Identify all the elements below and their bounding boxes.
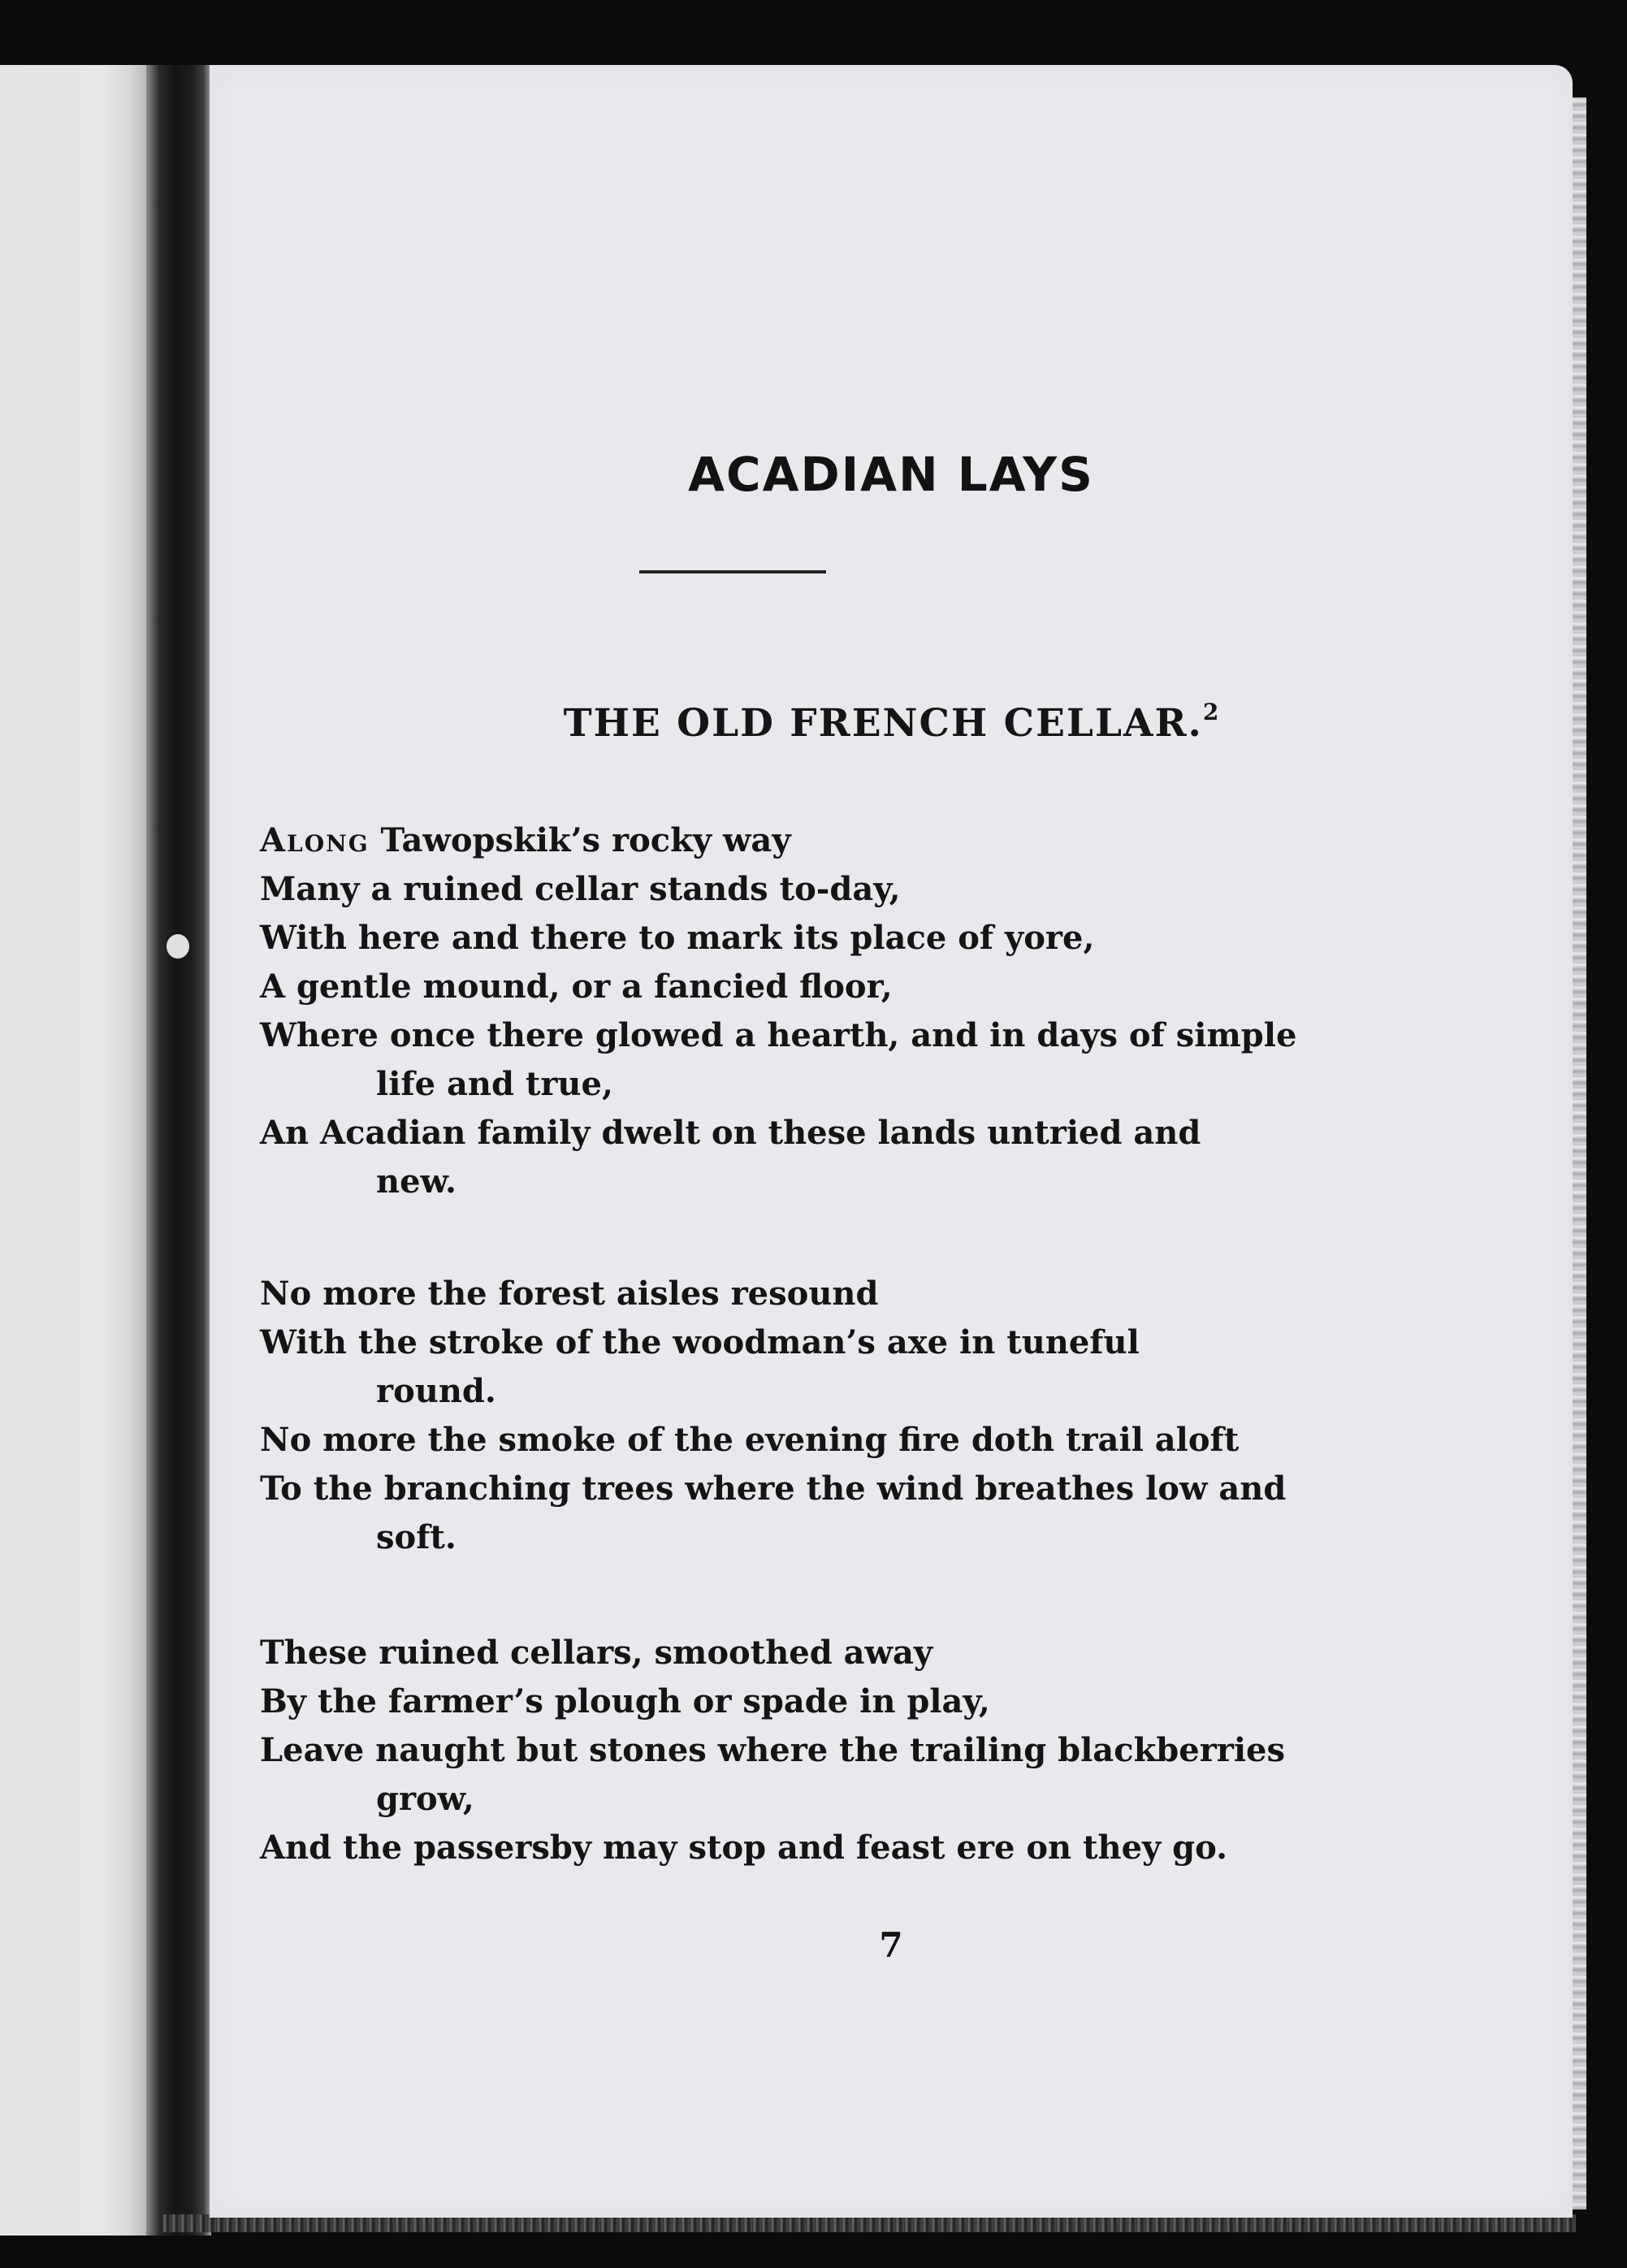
verse-line: An Acadian family dwelt on these lands untried and xyxy=(260,1114,1201,1152)
verse-line: Leave naught but stones where the trailing blackberries xyxy=(260,1731,1286,1769)
verse-line: By the farmer’s plough or spade in play, xyxy=(260,1682,990,1720)
verse-line: To the branching trees where the wind breathes low and xyxy=(260,1469,1287,1508)
verse-line: These ruined cellars, smoothed away xyxy=(260,1634,933,1672)
poem-title-text: THE OLD FRENCH CELLAR. xyxy=(563,701,1203,746)
page-edge-right xyxy=(1572,97,1586,2210)
running-title: ACADIAN LAYS xyxy=(688,447,1094,502)
verse-line-continuation: round. xyxy=(376,1372,496,1410)
verse-line-rest: Tawopskik’s rocky way xyxy=(369,821,791,859)
scan-speck xyxy=(167,934,189,959)
page-number: 7 xyxy=(879,1925,903,1965)
verse-line-continuation: grow, xyxy=(376,1780,474,1818)
book-gutter xyxy=(146,65,211,2236)
title-rule xyxy=(639,570,826,573)
verse-line: A gentle mound, or a fancied floor, xyxy=(260,967,893,1006)
verse-line-continuation: soft. xyxy=(376,1518,457,1556)
verse-line: And the passersby may stop and feast ere on they go. xyxy=(260,1829,1228,1867)
verse-line: With here and there to mark its place of yore, xyxy=(260,919,1095,957)
verse-line-continuation: new. xyxy=(376,1162,457,1201)
verse-line: Where once there glowed a hearth, and in days of simple xyxy=(260,1016,1297,1054)
verse-line: With the stroke of the woodman’s axe in tuneful xyxy=(260,1323,1140,1361)
stanza-2 xyxy=(260,1270,1287,1562)
verse-line: No more the smoke of the evening fire doth trail aloft xyxy=(260,1421,1240,1459)
opening-word: Along xyxy=(260,821,370,859)
verse-line xyxy=(260,816,1222,865)
verse-line: No more the forest aisles resound xyxy=(260,1275,879,1313)
verse-line: Many a ruined cellar stands to-day, xyxy=(260,870,901,908)
footnote-mark: 2 xyxy=(1202,699,1219,725)
poem-title xyxy=(210,699,1573,746)
verse-line-continuation: life and true, xyxy=(376,1065,613,1103)
stanza-1 xyxy=(260,816,1297,1206)
left-page-edge xyxy=(0,65,146,2236)
book-page xyxy=(210,65,1573,2218)
stanza-3 xyxy=(260,1629,1286,1872)
